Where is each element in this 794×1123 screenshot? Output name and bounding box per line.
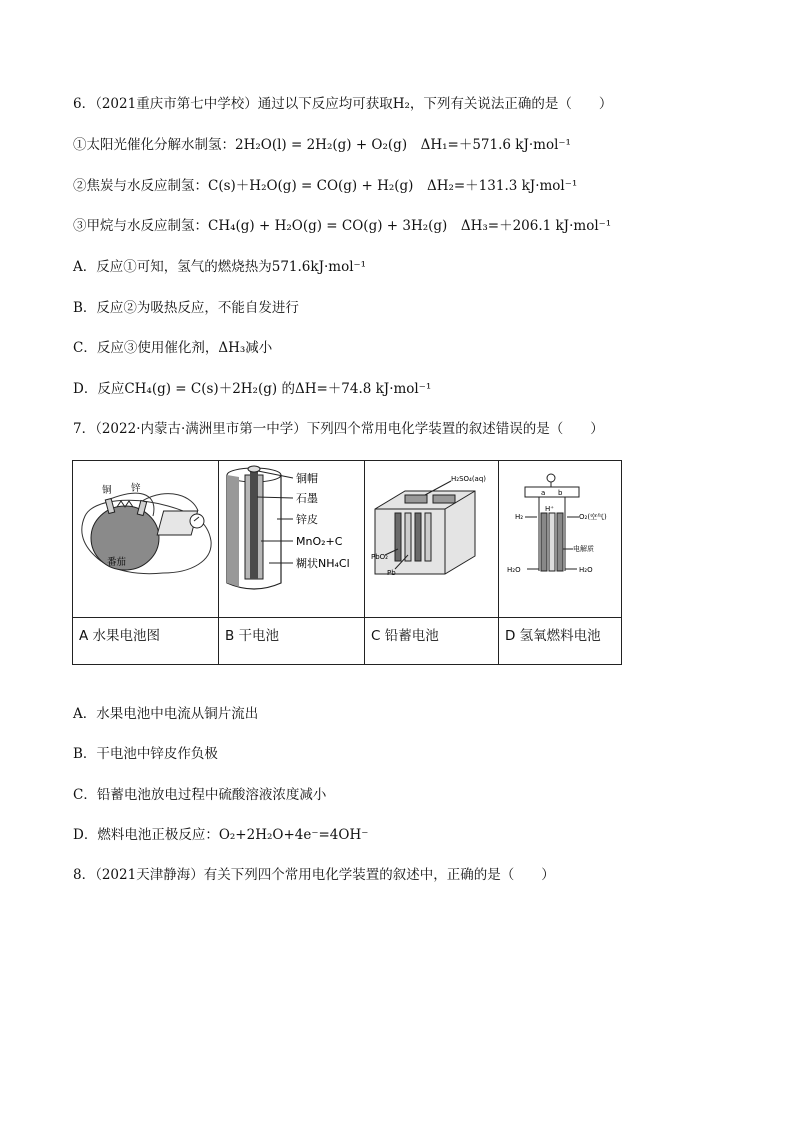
q7-option-a: A．水果电池中电流从铜片流出 bbox=[73, 706, 259, 722]
fig-d-a-label: a bbox=[541, 489, 546, 497]
caption-d: D 氢氧燃料电池 bbox=[499, 618, 622, 665]
fig-d-h2-label: H₂ bbox=[515, 513, 524, 521]
q6-stem: 6．（2021重庆市第七中学校）通过以下反应均可获取H₂，下列有关说法正确的是（ ） bbox=[73, 96, 613, 112]
fig-c-pbo2-label: PbO₂ bbox=[371, 553, 388, 561]
fuel-cell-diagram bbox=[499, 461, 621, 613]
caption-b: B 干电池 bbox=[219, 618, 365, 665]
dry-cell-diagram bbox=[219, 461, 364, 613]
fig-d-cell bbox=[499, 461, 622, 618]
q6-option-c: C．反应③使用催化剂，ΔH₃减小 bbox=[73, 340, 273, 356]
q6-reaction-3: ③甲烷与水反应制氢：CH₄(g) + H₂O(g) = CO(g) + 3H₂(g) ΔH₃=＋206.1 kJ·mol⁻¹ bbox=[73, 218, 612, 234]
fig-b-label-graphite: 石墨 bbox=[296, 492, 318, 505]
q8-stem: 8．（2021天津静海）有关下列四个常用电化学装置的叙述中，正确的是（ ） bbox=[73, 867, 555, 883]
q6-reaction-1: ①太阳光催化分解水制氢：2H₂O(l) = 2H₂(g) + O₂(g) ΔH₁=＋571.6 kJ·mol⁻¹ bbox=[73, 137, 571, 153]
fig-c-acid-label: H₂SO₄(aq) bbox=[451, 475, 487, 483]
fig-a-tomato-label: 番茄 bbox=[107, 557, 127, 568]
fig-d-hplus-label: H⁺ bbox=[545, 505, 554, 513]
fig-b-label-cap: 铜帽 bbox=[296, 472, 318, 485]
q6-reaction-2: ②焦炭与水反应制氢：C(s)＋H₂O(g) = CO(g) + H₂(g) ΔH₂=＋131.3 kJ·mol⁻¹ bbox=[73, 178, 578, 194]
q7-stem: 7．（2022·内蒙古·满洲里市第一中学）下列四个常用电化学装置的叙述错误的是（ ） bbox=[73, 421, 604, 437]
caption-a: A 水果电池图 bbox=[73, 618, 219, 665]
device-figure-table bbox=[72, 460, 622, 665]
fig-c-pb-label: Pb bbox=[387, 569, 396, 577]
q6-option-a: A．反应①可知，氢气的燃烧热为571.6kJ·mol⁻¹ bbox=[73, 259, 367, 275]
fig-a-copper-label: 铜 bbox=[102, 485, 112, 496]
caption-c: C 铅蓄电池 bbox=[365, 618, 499, 665]
fig-b-label-zinc: 锌皮 bbox=[296, 513, 318, 526]
fig-b-label-nh4cl: 糊状NH₄Cl bbox=[296, 557, 350, 570]
fig-d-b-label: b bbox=[558, 489, 563, 497]
fig-a-cell bbox=[73, 461, 219, 618]
fig-d-h2o-right-label: H₂O bbox=[579, 566, 593, 574]
fig-d-h2o-left-label: H₂O bbox=[507, 566, 521, 574]
fruit-battery-diagram bbox=[73, 461, 218, 613]
fig-d-o2-label: O₂(空气) bbox=[579, 513, 607, 521]
q7-option-d: D．燃料电池正极反应：O₂+2H₂O+4e⁻=4OH⁻ bbox=[73, 827, 369, 843]
fig-b-cell bbox=[219, 461, 365, 618]
lead-acid-battery-diagram bbox=[365, 461, 498, 613]
fig-d-electrolyte-label: 电解质 bbox=[573, 545, 594, 553]
q7-option-b: B．干电池中锌皮作负极 bbox=[73, 746, 218, 762]
fig-c-cell bbox=[365, 461, 499, 618]
q6-option-d: D．反应CH₄(g) = C(s)＋2H₂(g) 的ΔH=＋74.8 kJ·mol⁻¹ bbox=[73, 381, 432, 397]
q6-option-b: B．反应②为吸热反应，不能自发进行 bbox=[73, 300, 299, 316]
fig-b-label-mno2: MnO₂+C bbox=[296, 535, 343, 548]
q7-option-c: C．铅蓄电池放电过程中硫酸溶液浓度减小 bbox=[73, 787, 327, 803]
fig-a-zinc-label: 锌 bbox=[131, 483, 141, 494]
